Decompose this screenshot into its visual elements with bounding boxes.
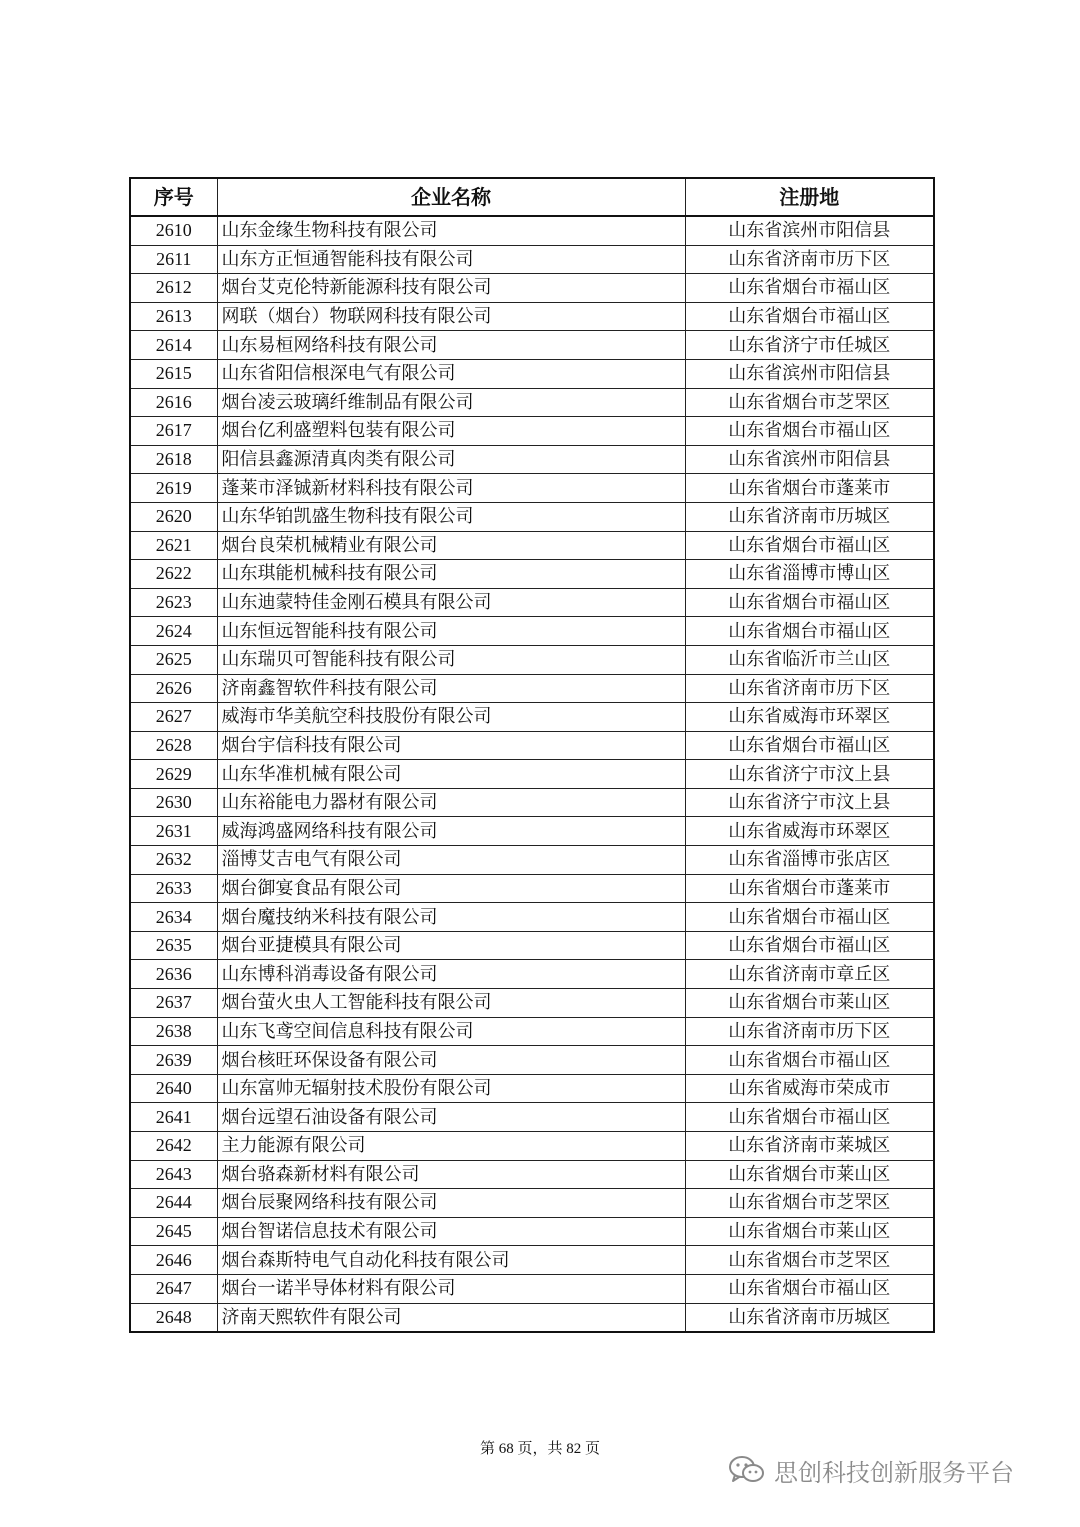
table-row (130, 1103, 934, 1132)
row-registration-place: 山东省烟台市福山区 (685, 903, 934, 932)
row-serial: 2612 (130, 274, 217, 303)
row-serial: 2610 (130, 216, 217, 245)
table-row (130, 1217, 934, 1246)
row-registration-place: 山东省烟台市福山区 (685, 731, 934, 760)
row-serial: 2626 (130, 674, 217, 703)
row-registration-place: 山东省威海市荣成市 (685, 1074, 934, 1103)
row-serial: 2645 (130, 1217, 217, 1246)
table-row (130, 388, 934, 417)
row-registration-place: 山东省济南市章丘区 (685, 960, 934, 989)
row-company-name: 网联（烟台）物联网科技有限公司 (217, 302, 685, 331)
table-row (130, 1132, 934, 1161)
row-company-name: 山东瑞贝可智能科技有限公司 (217, 645, 685, 674)
row-serial: 2646 (130, 1246, 217, 1275)
row-company-name: 山东省阳信根深电气有限公司 (217, 359, 685, 388)
row-serial: 2619 (130, 474, 217, 503)
table-row (130, 760, 934, 789)
row-company-name: 淄博艾吉电气有限公司 (217, 846, 685, 875)
table-row (130, 874, 934, 903)
row-registration-place: 山东省烟台市福山区 (685, 531, 934, 560)
row-company-name: 烟台亚捷模具有限公司 (217, 931, 685, 960)
row-serial: 2644 (130, 1189, 217, 1218)
row-registration-place: 山东省济南市莱城区 (685, 1132, 934, 1161)
row-company-name: 烟台森斯特电气自动化科技有限公司 (217, 1246, 685, 1275)
row-company-name: 山东华铂凯盛生物科技有限公司 (217, 502, 685, 531)
row-company-name: 主力能源有限公司 (217, 1132, 685, 1161)
row-company-name: 山东金缘生物科技有限公司 (217, 216, 685, 245)
row-serial: 2639 (130, 1046, 217, 1075)
row-serial: 2620 (130, 502, 217, 531)
table-row (130, 960, 934, 989)
row-serial: 2614 (130, 331, 217, 360)
row-serial: 2622 (130, 560, 217, 589)
row-serial: 2640 (130, 1074, 217, 1103)
row-serial: 2636 (130, 960, 217, 989)
table-row (130, 474, 934, 503)
row-serial: 2630 (130, 788, 217, 817)
row-registration-place: 山东省烟台市蓬莱市 (685, 474, 934, 503)
table-row (130, 531, 934, 560)
table-row (130, 1046, 934, 1075)
enterprise-table (129, 177, 935, 1333)
row-registration-place: 山东省济南市历下区 (685, 245, 934, 274)
row-registration-place: 山东省烟台市莱山区 (685, 989, 934, 1018)
row-registration-place: 山东省烟台市福山区 (685, 417, 934, 446)
table-row (130, 846, 934, 875)
row-serial: 2625 (130, 645, 217, 674)
table-row (130, 1017, 934, 1046)
row-company-name: 济南鑫智软件科技有限公司 (217, 674, 685, 703)
row-registration-place: 山东省滨州市阳信县 (685, 359, 934, 388)
row-serial: 2617 (130, 417, 217, 446)
row-serial: 2635 (130, 931, 217, 960)
row-company-name: 烟台良荣机械精业有限公司 (217, 531, 685, 560)
row-registration-place: 山东省烟台市芝罘区 (685, 1189, 934, 1218)
table-row (130, 1303, 934, 1332)
row-company-name: 济南天熙软件有限公司 (217, 1303, 685, 1332)
row-serial: 2613 (130, 302, 217, 331)
row-registration-place: 山东省临沂市兰山区 (685, 645, 934, 674)
row-registration-place: 山东省烟台市福山区 (685, 931, 934, 960)
header-serial: 序号 (130, 178, 217, 216)
watermark (728, 1452, 1014, 1488)
row-registration-place: 山东省济宁市汶上县 (685, 760, 934, 789)
row-registration-place: 山东省滨州市阳信县 (685, 445, 934, 474)
row-company-name: 山东迪蒙特佳金刚石模具有限公司 (217, 588, 685, 617)
row-company-name: 烟台一诺半导体材料有限公司 (217, 1274, 685, 1303)
row-registration-place: 山东省威海市环翠区 (685, 703, 934, 732)
row-registration-place: 山东省烟台市福山区 (685, 617, 934, 646)
table-row (130, 445, 934, 474)
row-registration-place: 山东省淄博市博山区 (685, 560, 934, 589)
row-serial: 2623 (130, 588, 217, 617)
table-row (130, 645, 934, 674)
table-row (130, 731, 934, 760)
row-serial: 2648 (130, 1303, 217, 1332)
row-company-name: 威海鸿盛网络科技有限公司 (217, 817, 685, 846)
table-row (130, 502, 934, 531)
row-company-name: 烟台核旺环保设备有限公司 (217, 1046, 685, 1075)
table-row (130, 560, 934, 589)
row-registration-place: 山东省济南市历下区 (685, 1017, 934, 1046)
row-registration-place: 山东省烟台市福山区 (685, 1046, 934, 1075)
header-registration-place: 注册地 (685, 178, 934, 216)
row-serial: 2641 (130, 1103, 217, 1132)
row-company-name: 蓬莱市泽铖新材料科技有限公司 (217, 474, 685, 503)
row-serial: 2616 (130, 388, 217, 417)
row-company-name: 山东富帅无辐射技术股份有限公司 (217, 1074, 685, 1103)
row-registration-place: 山东省烟台市福山区 (685, 588, 934, 617)
row-registration-place: 山东省威海市环翠区 (685, 817, 934, 846)
row-registration-place: 山东省烟台市福山区 (685, 302, 934, 331)
row-serial: 2628 (130, 731, 217, 760)
row-company-name: 烟台凌云玻璃纤维制品有限公司 (217, 388, 685, 417)
table-row (130, 359, 934, 388)
table-row (130, 588, 934, 617)
row-serial: 2647 (130, 1274, 217, 1303)
row-registration-place: 山东省烟台市福山区 (685, 274, 934, 303)
row-company-name: 烟台亿利盛塑料包装有限公司 (217, 417, 685, 446)
row-company-name: 山东方正恒通智能科技有限公司 (217, 245, 685, 274)
row-company-name: 山东琪能机械科技有限公司 (217, 560, 685, 589)
row-registration-place: 山东省济南市历城区 (685, 1303, 934, 1332)
row-company-name: 威海市华美航空科技股份有限公司 (217, 703, 685, 732)
row-company-name: 烟台宇信科技有限公司 (217, 731, 685, 760)
table-row (130, 1189, 934, 1218)
row-serial: 2642 (130, 1132, 217, 1161)
row-registration-place: 山东省济南市历城区 (685, 502, 934, 531)
row-company-name: 阳信县鑫源清真肉类有限公司 (217, 445, 685, 474)
header-company-name: 企业名称 (217, 178, 685, 216)
table-body (130, 216, 934, 1332)
table-row (130, 703, 934, 732)
row-company-name: 山东裕能电力器材有限公司 (217, 788, 685, 817)
table-row (130, 1246, 934, 1275)
row-serial: 2632 (130, 846, 217, 875)
row-registration-place: 山东省滨州市阳信县 (685, 216, 934, 245)
row-company-name: 烟台辰聚网络科技有限公司 (217, 1189, 685, 1218)
row-serial: 2621 (130, 531, 217, 560)
table-row (130, 1074, 934, 1103)
table-row (130, 302, 934, 331)
row-serial: 2615 (130, 359, 217, 388)
row-company-name: 山东飞鸢空间信息科技有限公司 (217, 1017, 685, 1046)
row-company-name: 烟台萤火虫人工智能科技有限公司 (217, 989, 685, 1018)
row-serial: 2643 (130, 1160, 217, 1189)
table-row (130, 417, 934, 446)
row-company-name: 山东易桓网络科技有限公司 (217, 331, 685, 360)
table-row (130, 903, 934, 932)
table-row (130, 788, 934, 817)
table-row (130, 989, 934, 1018)
row-company-name: 烟台远望石油设备有限公司 (217, 1103, 685, 1132)
row-company-name: 烟台骆森新材料有限公司 (217, 1160, 685, 1189)
row-company-name: 山东华准机械有限公司 (217, 760, 685, 789)
row-company-name: 烟台魔技纳米科技有限公司 (217, 903, 685, 932)
table-row (130, 1160, 934, 1189)
row-company-name: 烟台御宴食品有限公司 (217, 874, 685, 903)
row-company-name: 烟台艾克伦特新能源科技有限公司 (217, 274, 685, 303)
row-serial: 2634 (130, 903, 217, 932)
table-header-row (130, 178, 934, 216)
table-row (130, 216, 934, 245)
table-row (130, 331, 934, 360)
table-row (130, 617, 934, 646)
row-serial: 2629 (130, 760, 217, 789)
row-serial: 2627 (130, 703, 217, 732)
row-company-name: 山东恒远智能科技有限公司 (217, 617, 685, 646)
row-company-name: 烟台智诺信息技术有限公司 (217, 1217, 685, 1246)
row-registration-place: 山东省烟台市福山区 (685, 1274, 934, 1303)
wechat-icon (728, 1454, 766, 1486)
row-registration-place: 山东省济宁市任城区 (685, 331, 934, 360)
row-serial: 2618 (130, 445, 217, 474)
row-registration-place: 山东省济南市历下区 (685, 674, 934, 703)
watermark-text: 思创科技创新服务平台 (774, 1458, 1014, 1487)
table-row (130, 817, 934, 846)
page-number: 第 68 页，共 82 页 (479, 1441, 600, 1457)
row-registration-place: 山东省烟台市莱山区 (685, 1217, 934, 1246)
row-registration-place: 山东省淄博市张店区 (685, 846, 934, 875)
row-registration-place: 山东省烟台市芝罘区 (685, 1246, 934, 1275)
table-row (130, 1274, 934, 1303)
table-row (130, 674, 934, 703)
row-serial: 2624 (130, 617, 217, 646)
row-registration-place: 山东省济宁市汶上县 (685, 788, 934, 817)
row-registration-place: 山东省烟台市蓬莱市 (685, 874, 934, 903)
row-registration-place: 山东省烟台市福山区 (685, 1103, 934, 1132)
row-serial: 2637 (130, 989, 217, 1018)
row-serial: 2638 (130, 1017, 217, 1046)
row-registration-place: 山东省烟台市芝罘区 (685, 388, 934, 417)
table-row (130, 274, 934, 303)
row-registration-place: 山东省烟台市莱山区 (685, 1160, 934, 1189)
row-serial: 2633 (130, 874, 217, 903)
row-serial: 2631 (130, 817, 217, 846)
table-row (130, 931, 934, 960)
row-serial: 2611 (130, 245, 217, 274)
row-company-name: 山东博科消毒设备有限公司 (217, 960, 685, 989)
table-row (130, 245, 934, 274)
